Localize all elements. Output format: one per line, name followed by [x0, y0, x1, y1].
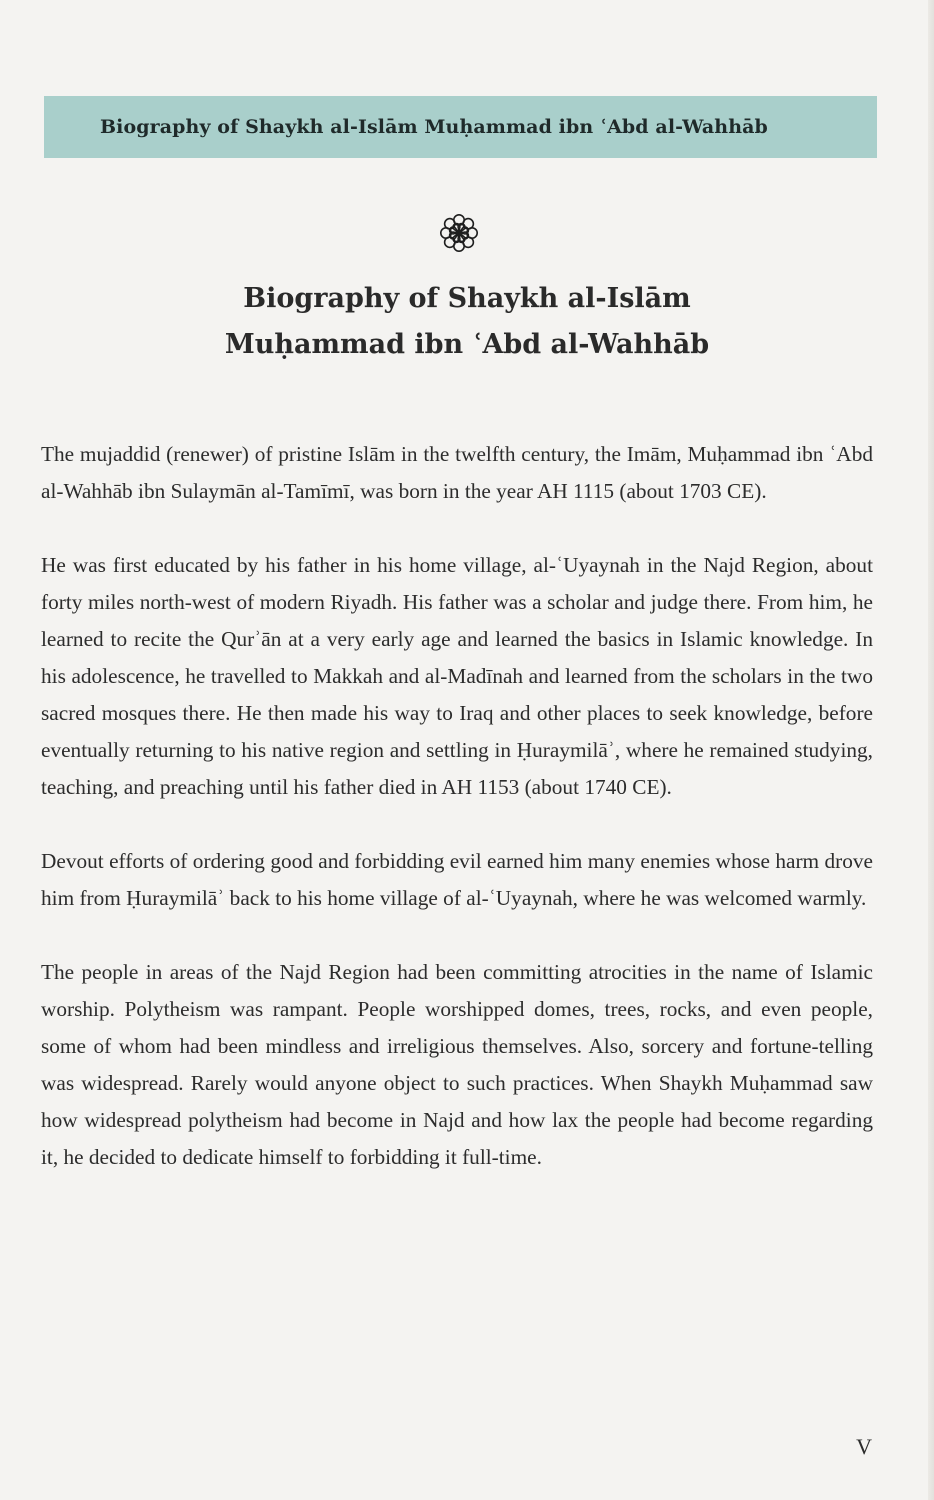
page-edge: [928, 0, 934, 1500]
chapter-title-line-1: Biography of Shaykh al-Islām: [243, 283, 691, 314]
page-number: V: [856, 1434, 872, 1459]
paragraph: The mujaddid (renewer) of pristine Islām in the twelfth century, the Imām, Muḥammad ibn ʿAbd al-Wahhāb ibn Sulaymān al-Tamīmī, was born in the year AH 1115 (about 1703 CE).: [41, 442, 873, 503]
chapter-title: [0, 276, 934, 368]
chapter-title-line-2: Muḥammad ibn ʿAbd al-Wahhāb: [224, 329, 710, 360]
running-header-title: Biography of Shaykh al-Islām Muḥammad ibn ʿAbd al-Wahhāb: [100, 116, 768, 138]
rosette-icon: [439, 213, 479, 253]
running-header: [44, 96, 877, 158]
paragraph: Devout efforts of ordering good and forbidding evil earned him many enemies whose harm drove him from Ḥuraymilāʾ back to his home village of al-ʿUyaynah, where he was welcomed warmly.: [41, 849, 873, 910]
paragraph: The people in areas of the Najd Region had been committing atrocities in the name of Islamic worship. Polytheism was rampant. People worshipped domes, trees, rocks, and even people, some of whom had been mindless and irreligious themselves. Also, sorcery and fortune-telling was widespread. Rarely would anyone object to such practices. When Shaykh Muḥammad saw how widespread polytheism had become in Najd and how lax the people had become regarding it, he decided to dedicate himself to forbidding it full-time.: [41, 960, 873, 1169]
paragraph: He was first educated by his father in his home village, al-ʿUyaynah in the Najd Region, about forty miles north-west of modern Riyadh. His father was a scholar and judge there. From him, he learned to recite the Qurʾān at a very early age and learned the basics in Islamic knowledge. In his adolescence, he travelled to Makkah and al-Madīnah and learned from the scholars in the two sacred mosques there. He then made his way to Iraq and other places to seek knowledge, before eventually returning to his native region and settling in Ḥuraymilāʾ, where he remained studying, teaching, and preaching until his father died in AH 1153 (about 1740 CE).: [41, 553, 873, 799]
body-text: [41, 436, 873, 1213]
